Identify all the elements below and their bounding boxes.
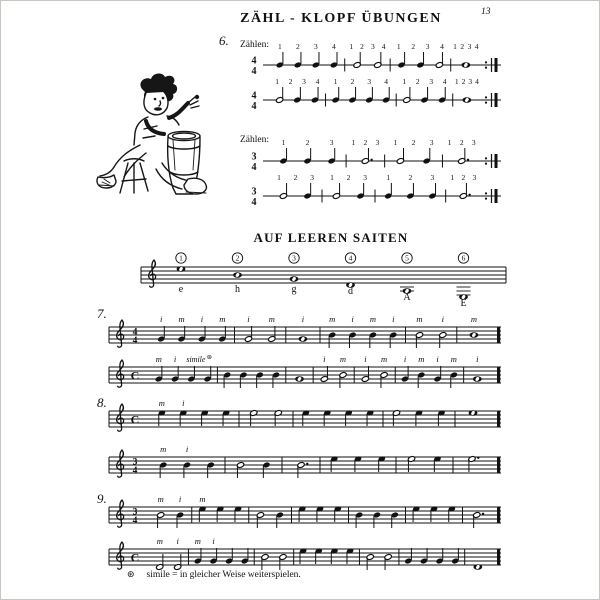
count-label: 3	[472, 173, 477, 182]
final-barline	[497, 457, 500, 473]
fingering-label: m	[329, 314, 336, 324]
count-label: 1	[450, 173, 455, 182]
count-label: 2	[415, 77, 420, 86]
count-label: 3	[302, 77, 306, 86]
count-label: 4	[442, 77, 447, 86]
music-notation	[1, 1, 600, 600]
count-label: 3	[363, 173, 367, 182]
count-label: 2	[461, 173, 466, 182]
simile-footnote-symbol: ⊛	[206, 353, 213, 361]
section-title: AUF LEEREN SAITEN	[253, 230, 409, 245]
footnote-symbol-icon: ⊛	[127, 570, 135, 580]
time-signature: 4	[251, 66, 257, 77]
count-label: 2	[411, 138, 416, 147]
count-label: 3	[425, 42, 430, 51]
simile-label: simile	[186, 355, 206, 364]
count-label: 1	[330, 173, 334, 182]
staff-system	[109, 398, 501, 431]
string-letter: h	[235, 284, 240, 295]
count-label: 1	[281, 138, 286, 147]
repeat-dots	[485, 61, 487, 63]
count-label: 3	[429, 77, 434, 86]
count-label: 2	[411, 42, 416, 51]
rhythm-line	[252, 138, 502, 173]
count-label: 1	[349, 42, 354, 51]
final-barline	[495, 93, 498, 107]
string-number: 5	[405, 253, 409, 263]
string-number: 6	[461, 253, 466, 263]
count-label: 2	[408, 173, 413, 182]
staff-system	[109, 353, 501, 388]
count-label: 4	[475, 77, 479, 86]
count-label: 3	[329, 138, 334, 147]
footnote-text: simile = in gleicher Weise weiterspielen.	[146, 570, 301, 580]
rhythm-line	[252, 42, 502, 77]
staff-system	[109, 444, 501, 478]
exercise-6-label: 6.	[219, 33, 229, 48]
count-label: 3	[430, 173, 435, 182]
count-label: 1	[351, 138, 356, 147]
time-signature: 3	[132, 507, 138, 518]
staff-system	[109, 494, 501, 528]
time-signature: 4	[251, 162, 257, 173]
count-label: 2	[461, 77, 466, 86]
time-signature: C	[130, 550, 140, 565]
fingering-label: i	[323, 354, 326, 364]
open-strings-staff	[141, 253, 506, 309]
repeat-dots	[485, 96, 487, 98]
string-number: 2	[235, 253, 240, 263]
fingering-label: m	[157, 494, 164, 504]
final-barline	[497, 367, 500, 383]
count-label: 4	[384, 77, 388, 86]
fingering-label: m	[194, 536, 201, 546]
fingering-label: i	[160, 314, 163, 324]
repeat-dots	[485, 192, 487, 194]
time-signature: 4	[251, 55, 257, 67]
fingering-label: i	[247, 314, 250, 324]
count-label: 1	[453, 42, 457, 51]
time-signature: 3	[251, 186, 257, 198]
count-label: 4	[381, 42, 386, 51]
fingering-label: m	[470, 314, 477, 324]
fingering-label: i	[185, 444, 189, 454]
count-label: 2	[459, 138, 464, 147]
time-signature: C	[130, 412, 140, 427]
fingering-label: m	[268, 314, 275, 324]
fingering-label: i	[364, 354, 367, 364]
fingering-label: i	[178, 494, 182, 504]
time-signature: 4	[132, 336, 138, 346]
fingering-label: i	[476, 354, 479, 364]
string-letter: E	[460, 298, 467, 309]
fingering-label: i	[351, 314, 354, 324]
fingering-label: m	[339, 354, 347, 364]
fingering-label: i	[392, 314, 395, 324]
final-barline	[497, 507, 500, 523]
string-letter: e	[178, 284, 184, 295]
fingering-label: i	[212, 536, 215, 546]
exercise-9-label: 9.	[97, 491, 107, 506]
count-label: 2	[363, 138, 368, 147]
fingering-label: m	[369, 314, 376, 324]
count-label: 4	[315, 77, 320, 86]
fingering-label: m	[380, 354, 388, 364]
final-barline	[497, 549, 500, 565]
time-signature: 4	[132, 466, 138, 476]
zaehlen-label-2: Zählen:	[240, 135, 270, 145]
fingering-label: m	[158, 398, 165, 408]
page-title: ZÄHL - KLOPF ÜBUNGEN	[240, 11, 442, 26]
count-label: 4	[332, 42, 336, 51]
fingering-label: m	[160, 444, 167, 454]
zaehlen-label-1: Zählen:	[240, 40, 270, 50]
count-label: 3	[370, 42, 375, 51]
final-barline	[495, 154, 498, 168]
fingering-label: m	[199, 494, 206, 504]
fingering-label: i	[200, 314, 204, 324]
count-label: 3	[313, 42, 318, 51]
fingering-label: m	[156, 536, 163, 546]
time-signature: 4	[251, 101, 257, 112]
time-signature: 4	[132, 327, 138, 338]
count-label: 1	[275, 77, 279, 86]
fingering-label: m	[418, 354, 425, 364]
staff-system	[109, 314, 501, 348]
fingering-label: i	[441, 314, 444, 324]
string-number: 4	[348, 253, 353, 263]
count-label: 1	[447, 138, 452, 147]
count-label: 4	[440, 42, 444, 51]
count-label: 1	[277, 42, 282, 51]
repeat-dots	[485, 157, 487, 159]
count-label: 3	[467, 42, 472, 51]
count-label: 1	[277, 173, 281, 182]
count-label: 4	[474, 42, 479, 51]
final-barline	[495, 189, 498, 203]
count-label: 1	[333, 77, 338, 86]
time-signature: 3	[132, 457, 138, 468]
count-label: 2	[295, 42, 300, 51]
count-label: 2	[350, 77, 355, 86]
time-signature: 4	[132, 516, 138, 526]
page-number: 13	[481, 7, 491, 17]
count-label: 3	[367, 77, 372, 86]
string-number: 3	[292, 253, 296, 263]
count-label: 2	[460, 42, 465, 51]
count-label: 3	[375, 138, 380, 147]
fingering-label: i	[301, 314, 305, 324]
count-label: 3	[429, 138, 434, 147]
fingering-label: m	[416, 314, 423, 324]
count-label: 3	[471, 138, 476, 147]
exercise-7-label: 7.	[97, 306, 107, 321]
count-label: 2	[360, 42, 364, 51]
fingering-label: i	[403, 354, 407, 364]
time-signature: 4	[251, 90, 257, 102]
final-barline	[495, 58, 498, 72]
count-label: 2	[305, 138, 310, 147]
count-label: 1	[402, 77, 407, 86]
staff-system	[109, 536, 501, 570]
string-letter: g	[291, 284, 297, 295]
time-signature: 4	[251, 197, 257, 208]
time-signature: C	[130, 368, 140, 383]
count-label: 3	[468, 77, 473, 86]
count-label: 2	[293, 173, 298, 182]
final-barline	[497, 411, 500, 427]
fingering-label: m	[155, 354, 162, 364]
fingering-label: i	[436, 354, 439, 364]
string-number: 1	[179, 253, 183, 263]
fingering-label: m	[219, 314, 226, 324]
fingering-label: i	[182, 398, 185, 408]
final-barline	[497, 327, 500, 343]
exercise-8-label: 8.	[97, 395, 107, 410]
string-letter: A	[403, 292, 411, 303]
count-label: 2	[346, 173, 351, 182]
fingering-label: m	[178, 314, 185, 324]
time-signature: 3	[251, 151, 257, 163]
string-letter: d	[348, 286, 353, 297]
fingering-label: i	[176, 536, 179, 546]
rhythm-line	[252, 173, 502, 208]
fingering-label: m	[450, 354, 457, 364]
count-label: 1	[386, 173, 391, 182]
rhythm-line	[252, 77, 502, 112]
count-label: 1	[396, 42, 401, 51]
count-label: 3	[310, 173, 314, 182]
count-label: 1	[393, 138, 398, 147]
count-label: 2	[288, 77, 293, 86]
count-label: 1	[454, 77, 459, 86]
fingering-label: i	[173, 354, 177, 364]
